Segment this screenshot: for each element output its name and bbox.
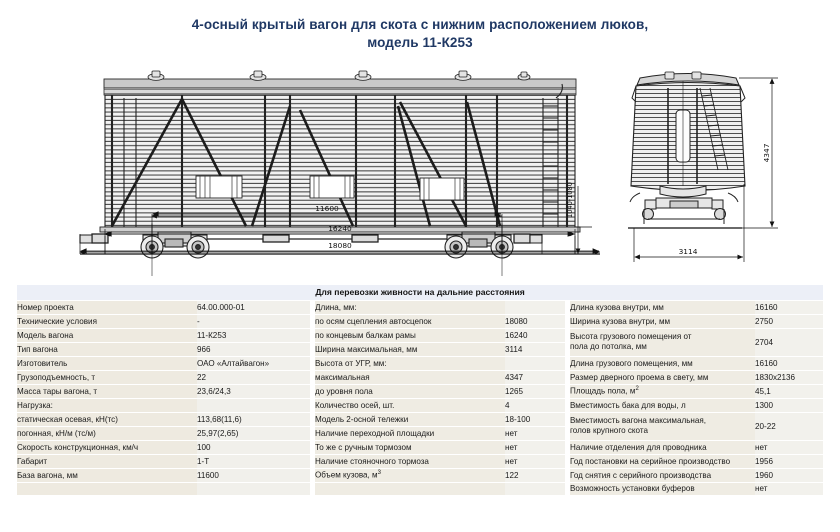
cell-label-base: Объем кузова, м <box>315 470 378 480</box>
page-title <box>0 16 840 52</box>
cell-label: по концевым балкам рамы <box>315 328 505 342</box>
cell-label <box>570 384 755 398</box>
cell-label: Изготовитель <box>17 356 197 370</box>
table-row <box>17 468 823 482</box>
cell-value: 11600 <box>197 468 310 482</box>
cell-label: Скорость конструкционная, км/ч <box>17 440 197 454</box>
cell-label: Модель 2-осной тележки <box>315 412 505 426</box>
cell-value: 16160 <box>755 356 823 370</box>
cell-label: Тип вагона <box>17 342 197 356</box>
cell-label: То же с ручным тормозом <box>315 440 505 454</box>
cell-label-line2: пола до потолка, мм <box>570 342 647 351</box>
table-header-title: Для перевозки живности на дальние расстояния <box>17 285 823 300</box>
cell-value: 1960 <box>755 468 823 482</box>
cell-value: 23,6/24,3 <box>197 384 310 398</box>
cell-value <box>505 300 565 314</box>
cell-value: 1300 <box>755 398 823 412</box>
table-row <box>17 356 823 370</box>
table-row <box>17 300 823 314</box>
page-title-line-1: 4-осный крытый вагон для скота с нижним расположением люков, <box>191 17 649 32</box>
cell-label-line1: Высота грузового помещения от <box>570 332 692 341</box>
table-row <box>17 384 823 398</box>
cell-label-sup: 2 <box>635 386 639 393</box>
table-row <box>17 412 823 426</box>
cell-value <box>197 398 310 412</box>
table-row <box>17 398 823 412</box>
dim-label-11600: 11600 <box>315 204 339 213</box>
cell-value: нет <box>505 454 565 468</box>
cell-value: 1830х2136 <box>755 370 823 384</box>
cell-label: Технические условия <box>17 314 197 328</box>
cell-value: 16160 <box>755 300 823 314</box>
cell-label: Наличие стояночного тормоза <box>315 454 505 468</box>
cell-value: 4347 <box>505 370 565 384</box>
cell-label: максимальная <box>315 370 505 384</box>
cell-label: Длина грузового помещения, мм <box>570 356 755 370</box>
cell-label: по осям сцепления автосцепок <box>315 314 505 328</box>
technical-drawing <box>0 58 840 276</box>
dim-label-16240: 16240 <box>328 224 352 233</box>
dim-label-3114: 3114 <box>678 247 698 256</box>
cell-value: - <box>197 314 310 328</box>
cell-value: 18080 <box>505 314 565 328</box>
cell-label: Габарит <box>17 454 197 468</box>
cell-value: 18-100 <box>505 412 565 426</box>
table-row <box>17 370 823 384</box>
cell-value: 16240 <box>505 328 565 342</box>
dim-label-18080: 18080 <box>328 241 352 250</box>
cell-label: Грузоподъемность, т <box>17 370 197 384</box>
cell-value: 1-Т <box>197 454 310 468</box>
dim-label-floor-height: 1040-1080 <box>566 182 574 218</box>
cell-label-line1: Вместимость вагона максимальная, <box>570 416 707 425</box>
cell-label-sup: 3 <box>377 470 381 477</box>
cell-value: 11-К253 <box>197 328 310 342</box>
cell-label: погонная, кН/м (тс/м) <box>17 426 197 440</box>
cell-label: Ширина кузова внутри, мм <box>570 314 755 328</box>
cell-value: ОАО «Алтайвагон» <box>197 356 310 370</box>
dim-4347 <box>739 78 778 228</box>
specifications-table <box>17 285 823 496</box>
end-view <box>628 72 778 262</box>
dim-floor-height <box>574 186 600 254</box>
cell-label: Вместимость бака для воды, л <box>570 398 755 412</box>
table-row <box>17 440 823 454</box>
cell-label: Наличие переходной площадки <box>315 426 505 440</box>
cell-value: 2704 <box>755 328 823 356</box>
cell-label: Масса тары вагона, т <box>17 384 197 398</box>
cell-label <box>570 328 755 356</box>
cell-label: Количество осей, шт. <box>315 398 505 412</box>
cell-value: 1956 <box>755 454 823 468</box>
cell-label: Год постановки на серийное производство <box>570 454 755 468</box>
cell-label: Возможность установки буферов <box>570 482 755 495</box>
cell-value <box>505 356 565 370</box>
table-row <box>17 454 823 468</box>
cell-label <box>315 468 505 482</box>
cell-value: 20-22 <box>755 412 823 440</box>
cell-label <box>315 482 505 495</box>
cell-value: нет <box>505 440 565 454</box>
table-row-empty <box>17 482 823 495</box>
table-header-row <box>17 285 823 300</box>
cell-value: 966 <box>197 342 310 356</box>
table-row <box>17 328 823 342</box>
cell-label: Нагрузка: <box>17 398 197 412</box>
cell-label: Высота от УГР, мм: <box>315 356 505 370</box>
cell-label: Размер дверного проема в свету, мм <box>570 370 755 384</box>
cell-label: Год снятия с серийного производства <box>570 468 755 482</box>
cell-value: 4 <box>505 398 565 412</box>
cell-label: статическая осевая, кН(тс) <box>17 412 197 426</box>
cell-label: Длина, мм: <box>315 300 505 314</box>
cell-value: 64.00.000-01 <box>197 300 310 314</box>
railcar-drawing-svg <box>0 58 840 276</box>
table-row <box>17 314 823 328</box>
cell-value <box>197 482 310 495</box>
cell-value: нет <box>505 426 565 440</box>
cell-label <box>17 482 197 495</box>
cell-value: 100 <box>197 440 310 454</box>
cell-value: 113,68(11,6) <box>197 412 310 426</box>
page-title-line-2: модель 11-К253 <box>367 35 473 50</box>
cell-value: 1265 <box>505 384 565 398</box>
cell-value: 25,97(2,65) <box>197 426 310 440</box>
cell-label <box>570 412 755 440</box>
cell-label-base: Площадь пола, м <box>570 386 636 396</box>
cell-label-line2: голов крупного скота <box>570 426 648 435</box>
cell-label: База вагона, мм <box>17 468 197 482</box>
cell-value: 22 <box>197 370 310 384</box>
cell-value: нет <box>755 440 823 454</box>
dim-label-4347: 4347 <box>762 143 771 163</box>
cell-value: 3114 <box>505 342 565 356</box>
cell-value: 2750 <box>755 314 823 328</box>
cell-label: до уровня пола <box>315 384 505 398</box>
cell-label: Длина кузова внутри, мм <box>570 300 755 314</box>
cell-label: Модель вагона <box>17 328 197 342</box>
cell-value: 45,1 <box>755 384 823 398</box>
cell-label: Номер проекта <box>17 300 197 314</box>
cell-label: Ширина максимальная, мм <box>315 342 505 356</box>
cell-value: 122 <box>505 468 565 482</box>
cell-value: нет <box>755 482 823 495</box>
cell-label: Наличие отделения для проводника <box>570 440 755 454</box>
cell-value <box>505 482 565 495</box>
